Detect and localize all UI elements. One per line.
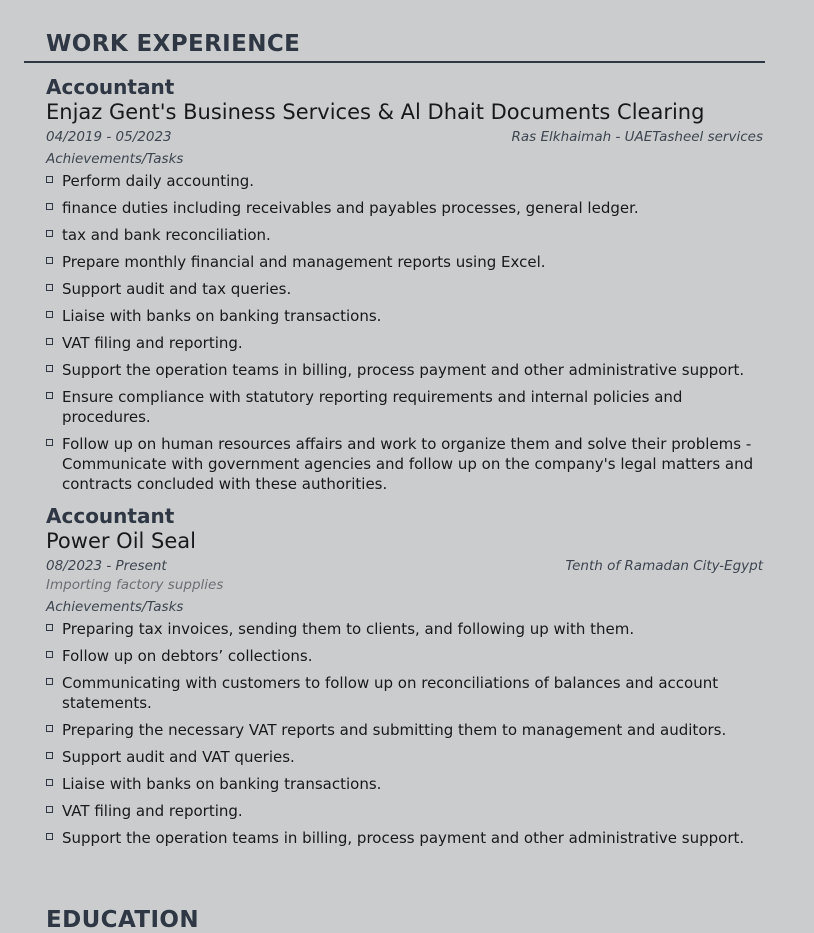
square-bullet-icon (46, 779, 53, 786)
job-dates: 08/2023 - Present (46, 558, 167, 574)
job-meta (46, 128, 763, 147)
task-item: Follow up on human resources affairs and work to organize them and solve their problems - Communicate with government agencies and follow up on the company's legal matters and contracts concluded with these authorities. (46, 434, 763, 494)
square-bullet-icon (46, 365, 53, 372)
task-list (46, 171, 763, 494)
task-item: Support the operation teams in billing, process payment and other administrative support. (46, 828, 763, 848)
job-title: Accountant (46, 75, 175, 99)
square-bullet-icon (46, 833, 53, 840)
task-item: VAT filing and reporting. (46, 801, 763, 821)
task-item: tax and bank reconciliation. (46, 225, 763, 245)
section-divider (24, 61, 765, 63)
square-bullet-icon (46, 806, 53, 813)
square-bullet-icon (46, 203, 53, 210)
square-bullet-icon (46, 392, 53, 399)
task-item: Preparing the necessary VAT reports and submitting them to management and auditors. (46, 720, 763, 740)
company-description: Importing factory supplies (46, 577, 224, 593)
task-item: Support the operation teams in billing, process payment and other administrative support. (46, 360, 763, 380)
square-bullet-icon (46, 284, 53, 291)
square-bullet-icon (46, 725, 53, 732)
task-item: Follow up on debtors’ collections. (46, 646, 763, 666)
job-location: Tenth of Ramadan City-Egypt (565, 558, 763, 574)
square-bullet-icon (46, 624, 53, 631)
job-entry (46, 74, 763, 501)
square-bullet-icon (46, 439, 53, 446)
square-bullet-icon (46, 311, 53, 318)
company-name: Power Oil Seal (46, 529, 196, 553)
job-location: Ras Elkhaimah - UAETasheel services (511, 129, 763, 145)
task-item: Support audit and tax queries. (46, 279, 763, 299)
task-item: Communicating with customers to follow up on reconciliations of balances and account statements. (46, 673, 763, 713)
section-title-work-experience: WORK EXPERIENCE (46, 31, 301, 57)
square-bullet-icon (46, 752, 53, 759)
task-item: Liaise with banks on banking transactions. (46, 306, 763, 326)
achievements-label: Achievements/Tasks (46, 151, 184, 167)
section-title-education: EDUCATION (46, 907, 200, 933)
square-bullet-icon (46, 176, 53, 183)
task-item: Support audit and VAT queries. (46, 747, 763, 767)
task-item: finance duties including receivables and payables processes, general ledger. (46, 198, 763, 218)
task-list (46, 619, 763, 848)
square-bullet-icon (46, 678, 53, 685)
task-item: Liaise with banks on banking transactions. (46, 774, 763, 794)
achievements-label: Achievements/Tasks (46, 599, 184, 615)
square-bullet-icon (46, 338, 53, 345)
job-title: Accountant (46, 504, 175, 528)
task-item: Ensure compliance with statutory reporting requirements and internal policies and procedures. (46, 387, 763, 427)
task-item: Preparing tax invoices, sending them to clients, and following up with them. (46, 619, 763, 639)
job-entry (46, 503, 763, 855)
square-bullet-icon (46, 257, 53, 264)
square-bullet-icon (46, 230, 53, 237)
job-meta (46, 557, 763, 576)
job-dates: 04/2019 - 05/2023 (46, 129, 172, 145)
square-bullet-icon (46, 651, 53, 658)
company-name: Enjaz Gent's Business Services & Al Dhait Documents Clearing (46, 100, 705, 124)
task-item: VAT filing and reporting. (46, 333, 763, 353)
task-item: Perform daily accounting. (46, 171, 763, 191)
task-item: Prepare monthly financial and management reports using Excel. (46, 252, 763, 272)
